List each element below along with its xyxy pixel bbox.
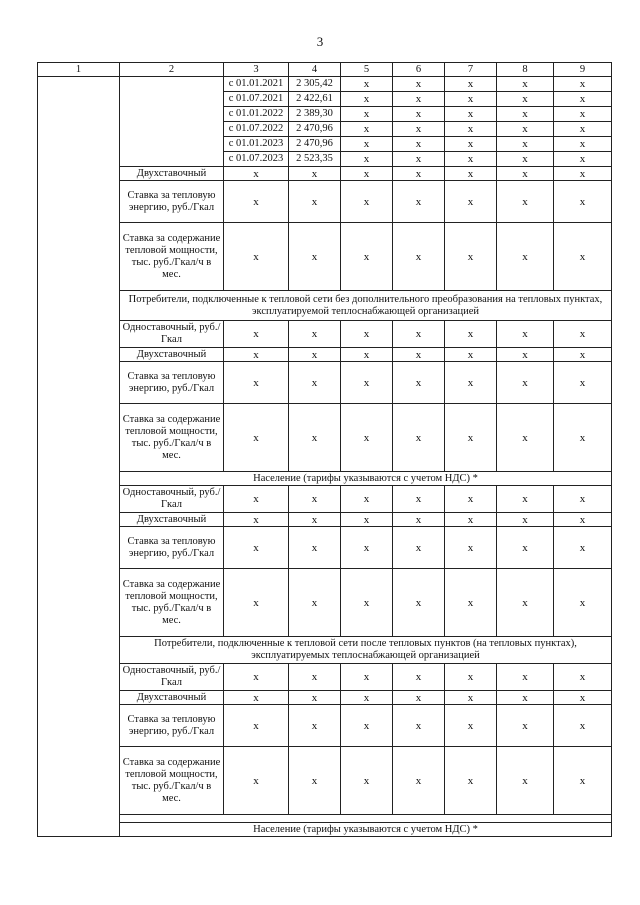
x-cell: х [393,167,445,181]
x-cell: х [445,167,497,181]
x-cell: х [554,122,612,137]
x-cell: х [497,77,554,92]
x-cell: х [341,348,393,362]
x-cell: х [393,348,445,362]
x-cell: х [497,92,554,107]
x-cell: х [554,181,612,223]
x-cell: х [341,486,393,513]
row-label: Двухставочный [120,513,224,527]
two-part-row [38,513,612,527]
x-cell: х [393,569,445,637]
x-cell: х [497,348,554,362]
x-cell: х [497,691,554,705]
header-cell: 6 [393,63,445,77]
x-cell: х [554,513,612,527]
x-cell: х [393,152,445,167]
x-cell: х [445,321,497,348]
capacity-rate-row [38,569,612,637]
x-cell: х [497,527,554,569]
x-cell: х [393,122,445,137]
x-cell: х [445,137,497,152]
header-cell: 7 [445,63,497,77]
x-cell: х [224,705,289,747]
x-cell: х [497,122,554,137]
row-label: Ставка за тепловую энергию, руб./Гкал [120,362,224,404]
x-cell: х [554,152,612,167]
header-row [38,63,612,77]
section-header-row [38,472,612,486]
x-cell: х [497,486,554,513]
row-label: Одноставочный, руб./Гкал [120,486,224,513]
row-label: Двухставочный [120,691,224,705]
x-cell: х [497,181,554,223]
x-cell: х [224,167,289,181]
x-cell: х [497,569,554,637]
x-cell: х [341,664,393,691]
x-cell: х [554,691,612,705]
x-cell: х [497,167,554,181]
value-cell: 2 422,61 [289,92,341,107]
two-part-row [38,348,612,362]
value-cell: 2 389,30 [289,107,341,122]
x-cell: х [445,404,497,472]
x-cell: х [554,705,612,747]
x-cell: х [224,664,289,691]
date-cell: с 01.07.2021 [224,92,289,107]
x-cell: х [497,321,554,348]
x-cell: х [341,404,393,472]
row-label: Ставка за тепловую энергию, руб./Гкал [120,527,224,569]
x-cell: х [393,705,445,747]
x-cell: х [393,404,445,472]
x-cell: х [554,747,612,815]
date-cell: с 01.01.2023 [224,137,289,152]
x-cell: х [445,664,497,691]
x-cell: х [393,513,445,527]
x-cell: х [341,77,393,92]
date-cell: с 01.07.2022 [224,122,289,137]
x-cell: х [224,747,289,815]
x-cell: х [341,107,393,122]
x-cell: х [497,404,554,472]
x-cell: х [393,321,445,348]
x-cell: х [554,569,612,637]
x-cell: х [554,137,612,152]
row-label: Ставка за тепловую энергию, руб./Гкал [120,705,224,747]
section-header-row [38,823,612,837]
x-cell: х [341,92,393,107]
x-cell: х [341,747,393,815]
date-cell: с 01.01.2021 [224,77,289,92]
section-header-row [38,291,612,321]
x-cell: х [497,513,554,527]
x-cell: х [341,513,393,527]
x-cell: х [554,77,612,92]
header-cell: 4 [289,63,341,77]
spacer-cell [120,815,612,823]
x-cell: х [224,362,289,404]
row-label: Двухставочный [120,348,224,362]
header-cell: 8 [497,63,554,77]
x-cell: х [341,152,393,167]
x-cell: х [393,77,445,92]
x-cell: х [393,527,445,569]
x-cell: х [341,569,393,637]
x-cell: х [341,527,393,569]
row-label: Ставка за содержание тепловой мощности, тыс. руб./Гкал/ч в мес. [120,404,224,472]
x-cell: х [341,137,393,152]
x-cell: х [554,107,612,122]
date-cell: с 01.07.2023 [224,152,289,167]
x-cell: х [341,691,393,705]
x-cell: х [445,348,497,362]
x-cell: х [554,223,612,291]
x-cell: х [393,664,445,691]
x-cell: х [341,223,393,291]
value-cell: 2 470,96 [289,137,341,152]
x-cell: х [554,167,612,181]
x-cell: х [224,527,289,569]
x-cell: х [224,691,289,705]
x-cell: х [554,362,612,404]
header-cell: 3 [224,63,289,77]
x-cell: х [445,705,497,747]
x-cell: х [554,348,612,362]
x-cell: х [224,569,289,637]
header-cell: 1 [38,63,120,77]
x-cell: х [289,404,341,472]
x-cell: х [224,223,289,291]
x-cell: х [445,107,497,122]
tariff-table [37,62,612,837]
x-cell: х [289,486,341,513]
capacity-rate-row [38,747,612,815]
energy-rate-row [38,705,612,747]
spacer-row [38,815,612,823]
x-cell: х [393,107,445,122]
row-label: Ставка за тепловую энергию, руб./Гкал [120,181,224,223]
x-cell: х [445,77,497,92]
x-cell: х [289,664,341,691]
x-cell: х [445,747,497,815]
header-cell: 9 [554,63,612,77]
x-cell: х [289,747,341,815]
x-cell: х [224,321,289,348]
x-cell: х [554,92,612,107]
section-header-row [38,637,612,664]
x-cell: х [445,527,497,569]
x-cell: х [289,691,341,705]
x-cell: х [393,691,445,705]
x-cell: х [393,181,445,223]
x-cell: х [393,137,445,152]
x-cell: х [497,705,554,747]
x-cell: х [289,569,341,637]
value-cell: 2 470,96 [289,122,341,137]
x-cell: х [289,513,341,527]
header-cell: 5 [341,63,393,77]
x-cell: х [445,691,497,705]
x-cell: х [497,664,554,691]
x-cell: х [289,321,341,348]
energy-rate-row [38,527,612,569]
row-label: Ставка за содержание тепловой мощности, тыс. руб./Гкал/ч в мес. [120,223,224,291]
x-cell: х [445,223,497,291]
x-cell: х [289,362,341,404]
energy-rate-row [38,181,612,223]
x-cell: х [445,122,497,137]
section-title: Потребители, подключенные к тепловой сети после тепловых пунктов (на тепловых пунктах), эксплуатируемых теплоснабжающей организацией [120,637,612,664]
date-cell: с 01.01.2022 [224,107,289,122]
x-cell: х [445,569,497,637]
x-cell: х [445,92,497,107]
x-cell: х [445,181,497,223]
x-cell: х [289,223,341,291]
x-cell: х [289,527,341,569]
value-cell: 2 305,42 [289,77,341,92]
x-cell: х [393,486,445,513]
x-cell: х [445,152,497,167]
x-cell: х [554,321,612,348]
x-cell: х [497,107,554,122]
x-cell: х [497,152,554,167]
x-cell: х [554,404,612,472]
section-title: Население (тарифы указываются с учетом НДС) * [120,472,612,486]
dated-row [38,77,612,92]
x-cell: х [554,664,612,691]
column-1-cell [38,77,120,837]
x-cell: х [393,223,445,291]
row-label: Ставка за содержание тепловой мощности, тыс. руб./Гкал/ч в мес. [120,569,224,637]
header-cell: 2 [120,63,224,77]
value-cell: 2 523,35 [289,152,341,167]
x-cell: х [445,486,497,513]
x-cell: х [341,122,393,137]
page-number: 3 [316,34,324,49]
two-part-row [38,691,612,705]
capacity-rate-row [38,223,612,291]
x-cell: х [289,167,341,181]
capacity-rate-row [38,404,612,472]
x-cell: х [497,747,554,815]
x-cell: х [341,321,393,348]
section-title: Потребители, подключенные к тепловой сети без дополнительного преобразования на тепловых пунктах, эксплуатируемой теплоснабжающей организацией [120,291,612,321]
one-part-row [38,486,612,513]
x-cell: х [393,362,445,404]
x-cell: х [341,705,393,747]
row-label: Одноставочный, руб./Гкал [120,321,224,348]
x-cell: х [445,362,497,404]
x-cell: х [497,223,554,291]
two-part-row [38,167,612,181]
one-part-row [38,321,612,348]
x-cell: х [289,181,341,223]
x-cell: х [224,513,289,527]
x-cell: х [554,486,612,513]
x-cell: х [289,705,341,747]
row-label: Одноставочный, руб./Гкал [120,664,224,691]
x-cell: х [554,527,612,569]
x-cell: х [224,181,289,223]
row-label: Ставка за содержание тепловой мощности, тыс. руб./Гкал/ч в мес. [120,747,224,815]
x-cell: х [341,181,393,223]
x-cell: х [445,513,497,527]
column-2-cell [120,77,224,167]
section-title: Население (тарифы указываются с учетом НДС) * [120,823,612,837]
x-cell: х [224,404,289,472]
x-cell: х [224,486,289,513]
x-cell: х [497,137,554,152]
x-cell: х [393,92,445,107]
one-part-row [38,664,612,691]
x-cell: х [224,348,289,362]
energy-rate-row [38,362,612,404]
x-cell: х [393,747,445,815]
x-cell: х [289,348,341,362]
x-cell: х [341,167,393,181]
x-cell: х [341,362,393,404]
x-cell: х [497,362,554,404]
row-label: Двухставочный [120,167,224,181]
